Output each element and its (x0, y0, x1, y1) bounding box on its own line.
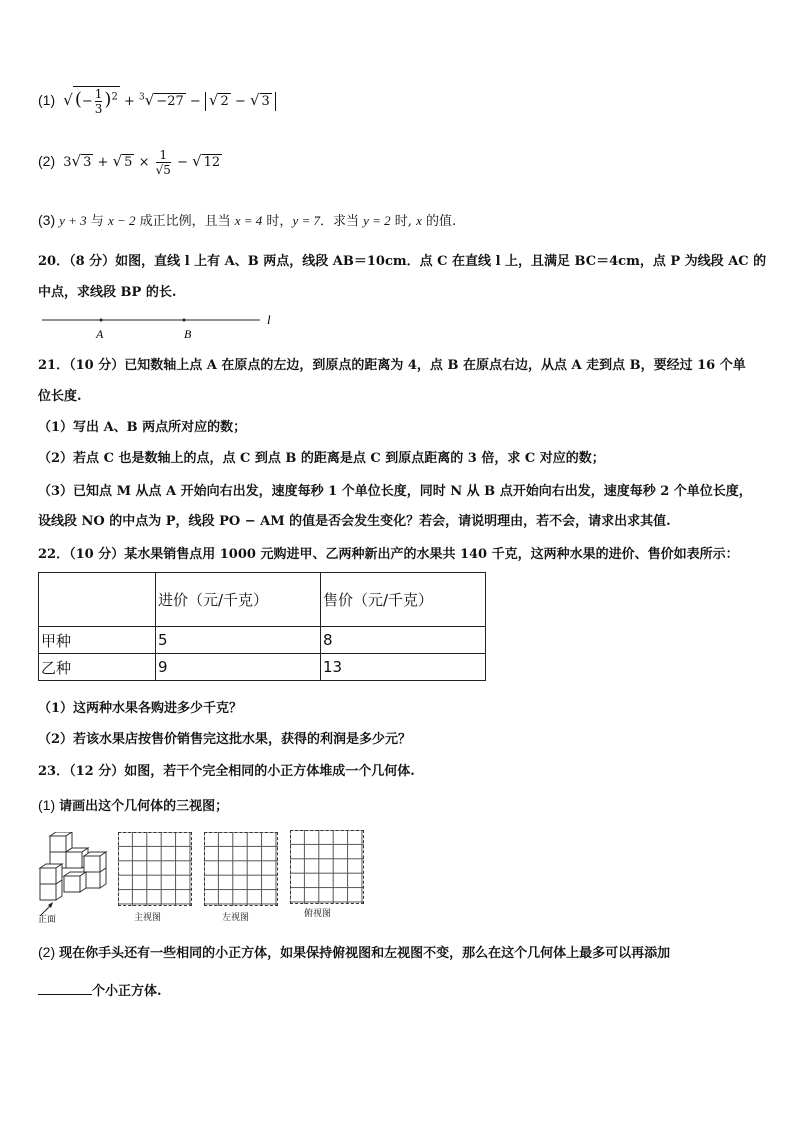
table-cell: 5 (156, 627, 321, 654)
table-cell: 进价（元/千克） (156, 573, 321, 627)
label-a: A (96, 327, 104, 341)
part-label: (1) (38, 92, 56, 108)
q23-line1: 23．（12 分）如图，若干个完全相同的小正方体堆成一个几何体. (38, 764, 415, 779)
label-b: B (184, 327, 192, 341)
point-b (183, 319, 186, 322)
top-view-label: 俯视图 (304, 909, 332, 919)
q21-sub3a: （3）已知点 M 从点 A 开始向右出发，速度每秒 1 个单位长度，同时 N 从 B 点开始向右出发，速度每秒 2 个单位长度， (38, 484, 752, 499)
table-cell: 9 (156, 654, 321, 681)
q22-sub2: （2）若该水果店按售价销售完这批水果，获得的利润是多少元？ (38, 732, 412, 747)
q23-sub1: (1) 请画出这个几何体的三视图； (38, 797, 229, 814)
q19-part3: (3) y + 3 与 x − 2 成正比例，且当 x = 4 时，y = 7．求当 y = 2 时, x 的值. (38, 212, 457, 229)
part-label: (1) (38, 797, 56, 813)
point-a (100, 319, 103, 322)
table-cell: 乙种 (39, 654, 156, 681)
front-view-label: 主视图 (134, 913, 162, 923)
q21-sub2: （2）若点 C 也是数轴上的点，点 C 到点 B 的距离是点 C 到原点距离的 3 倍，求 C 对应的数； (38, 451, 605, 466)
answer-blank[interactable] (38, 982, 92, 995)
left-view-label: 左视图 (222, 913, 250, 923)
table-cell: 甲种 (39, 627, 156, 654)
table-cell: 13 (321, 654, 486, 681)
cube-root-arg: −27 (156, 94, 184, 109)
price-table (38, 572, 486, 681)
table-header-row (39, 573, 486, 627)
table-cell (39, 573, 156, 627)
fraction: $\frac{1}{3}$ (94, 87, 103, 116)
top-view-grid (290, 830, 364, 904)
q21-sub3b: 设线段 NO 的中点为 P，线段 PO − AM 的值是否会发生变化？若会，请说明理由，若不会，请求出求其值. (38, 514, 671, 529)
q23-sub2: (2) 现在你手头还有一些相同的小正方体，如果保持俯视图和左视图不变，那么在这个几何体上最多可以再添加 (38, 944, 671, 961)
part-label: (2) (38, 153, 56, 169)
label-l: l (267, 312, 271, 327)
sqrt-sign: √ (63, 91, 73, 109)
table-cell: 售价（元/千克） (321, 573, 486, 627)
part-label: (3) (38, 212, 56, 228)
absolute-value: √ 2 − √ 3 (205, 92, 276, 111)
line-diagram (38, 308, 288, 342)
minus-sign: − (81, 94, 93, 109)
part-label: (2) (38, 944, 56, 960)
table-cell: 8 (321, 627, 486, 654)
q20-line1: 20．（8 分）如图，直线 l 上有 A、B 两点，线段 AB＝10cm．点 C 在直线 l 上，且满足 BC＝4cm，点 P 为线段 AC 的 (38, 254, 767, 269)
exponent: 2 (111, 91, 118, 103)
cube-root-index: 3 (139, 92, 145, 103)
cube-figure (36, 832, 116, 924)
q20-line2: 中点，求线段 BP 的长. (38, 285, 177, 300)
front-view-grid (118, 832, 192, 906)
q19-part1: (1) √ (− $\frac{1}{3}$ )$^2$ + $^3$√ −27 − √ 2 − √ 3 (38, 86, 276, 116)
q21-line2: 位长度. (38, 389, 82, 404)
q21-line1: 21．（10 分）已知数轴上点 A 在原点的左边，到原点的距离为 4，点 B 在原点右边，从点 A 走到点 B，要经过 16 个单 (38, 358, 746, 373)
q22-line1: 22．（10 分）某水果销售点用 1000 元购进甲、乙两种新出产的水果共 140 千克，这两种水果的进价、售价如表所示： (38, 547, 739, 562)
left-view-grid (204, 832, 278, 906)
sqrt-body: (− $\frac{1}{3}$ )$^2$ (74, 87, 118, 116)
fraction: $\frac{1}{√5}$ (155, 148, 171, 177)
front-label: 正面 (38, 915, 57, 925)
q19-part2: (2) 3√ 3 + √ 5 × $\frac{1}{√5}$ − √ 12 (38, 148, 221, 177)
q21-sub1: （1）写出 A、B 两点所对应的数； (38, 420, 247, 435)
table-row (39, 654, 486, 681)
q23-sub2-end: 个小正方体. (38, 980, 162, 999)
table-row (39, 627, 486, 654)
q22-sub1: （1）这两种水果各购进多少千克？ (38, 701, 243, 716)
